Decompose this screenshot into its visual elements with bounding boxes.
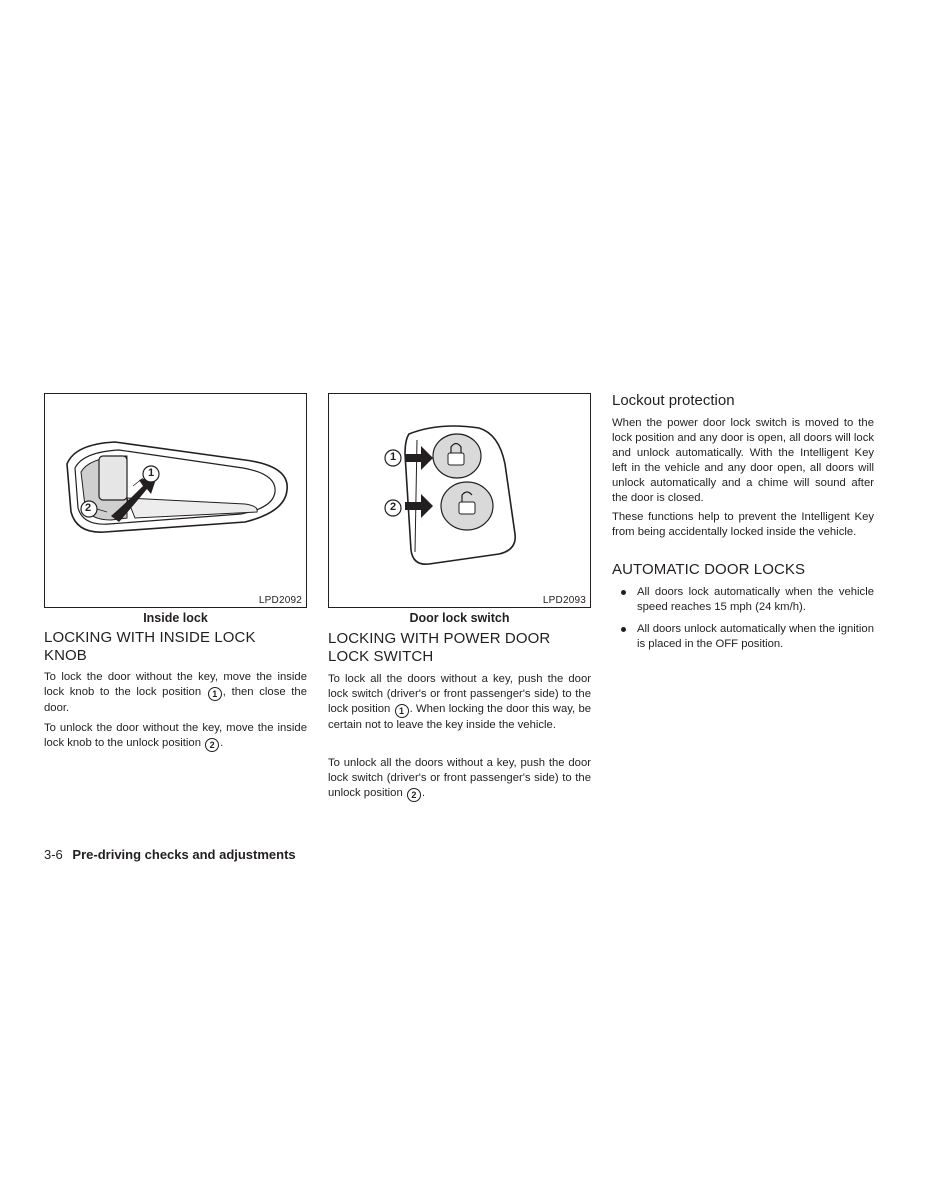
heading-line-2: LOCK SWITCH xyxy=(328,648,434,665)
callout-2-label: 2 xyxy=(85,502,92,514)
door-lock-switch-figure xyxy=(328,393,591,608)
inside-lock-paragraph-2: To unlock the door without the key, move the inside lock knob to the unlock position 2 . xyxy=(44,722,307,750)
figure-code: LPD2093 xyxy=(542,595,586,606)
inside-lock-illustration xyxy=(45,394,306,607)
callout-2-label: 2 xyxy=(390,501,397,513)
callout-1-label: 1 xyxy=(390,451,397,463)
lockout-paragraph-1: When the power door lock switch is moved to the lock position and any door is open, all doors will lock and unlock automatically. With the Intelligent Key left in the vehicle and any door open, all doors will unlock automatically and a chime will sound after the door is closed. xyxy=(612,417,874,504)
bullet-icon xyxy=(621,590,626,595)
callout-marker-2: 2 xyxy=(407,788,421,802)
section-title: Pre-driving checks and adjustments xyxy=(72,847,296,862)
heading-line-1: LOCKING WITH POWER DOOR xyxy=(328,630,551,647)
page-number: 3-6 xyxy=(44,847,63,862)
list-item: All doors lock automatically when the vehicle speed reaches 15 mph (24 km/h). xyxy=(612,585,874,615)
bullet-icon xyxy=(621,627,626,632)
inside-lock-figure xyxy=(44,393,307,608)
lockout-paragraph-2: These functions help to prevent the Intelligent Key from being accidentally locked inside the vehicle. xyxy=(612,511,874,538)
door-lock-switch-illustration xyxy=(329,394,590,607)
lockout-protection-heading: Lockout protection xyxy=(612,392,735,409)
power-lock-paragraph-2: To unlock all the doors without a key, push the door lock switch (driver's or front passenger's side) to the unlock position 2 . xyxy=(328,757,591,800)
section-heading xyxy=(328,630,598,666)
callout-1-label: 1 xyxy=(148,467,155,479)
figure-caption: Inside lock xyxy=(143,611,208,625)
figure-code: LPD2092 xyxy=(258,595,302,606)
callout-marker-1: 1 xyxy=(208,687,222,701)
figure-caption: Door lock switch xyxy=(409,611,510,625)
heading-line-2: KNOB xyxy=(44,647,87,664)
inside-lock-paragraph-1: To lock the door without the key, move the inside lock knob to the lock position 1 , then close the door. xyxy=(44,671,307,714)
automatic-door-locks-list xyxy=(612,585,874,659)
callout-marker-2: 2 xyxy=(205,738,219,752)
section-heading xyxy=(44,629,314,665)
power-lock-paragraph-1: To lock all the doors without a key, push the door lock switch (driver's or front passenger's side) to the lock position 1 . When locking the door this way, be certain not to leave the key inside the vehicle. xyxy=(328,673,592,731)
list-item: All doors unlock automatically when the ignition is placed in the OFF position. xyxy=(612,622,874,652)
page-footer xyxy=(44,847,296,862)
callout-marker-1: 1 xyxy=(395,704,409,718)
heading-line-1: LOCKING WITH INSIDE LOCK xyxy=(44,629,256,646)
automatic-door-locks-heading: AUTOMATIC DOOR LOCKS xyxy=(612,561,806,578)
